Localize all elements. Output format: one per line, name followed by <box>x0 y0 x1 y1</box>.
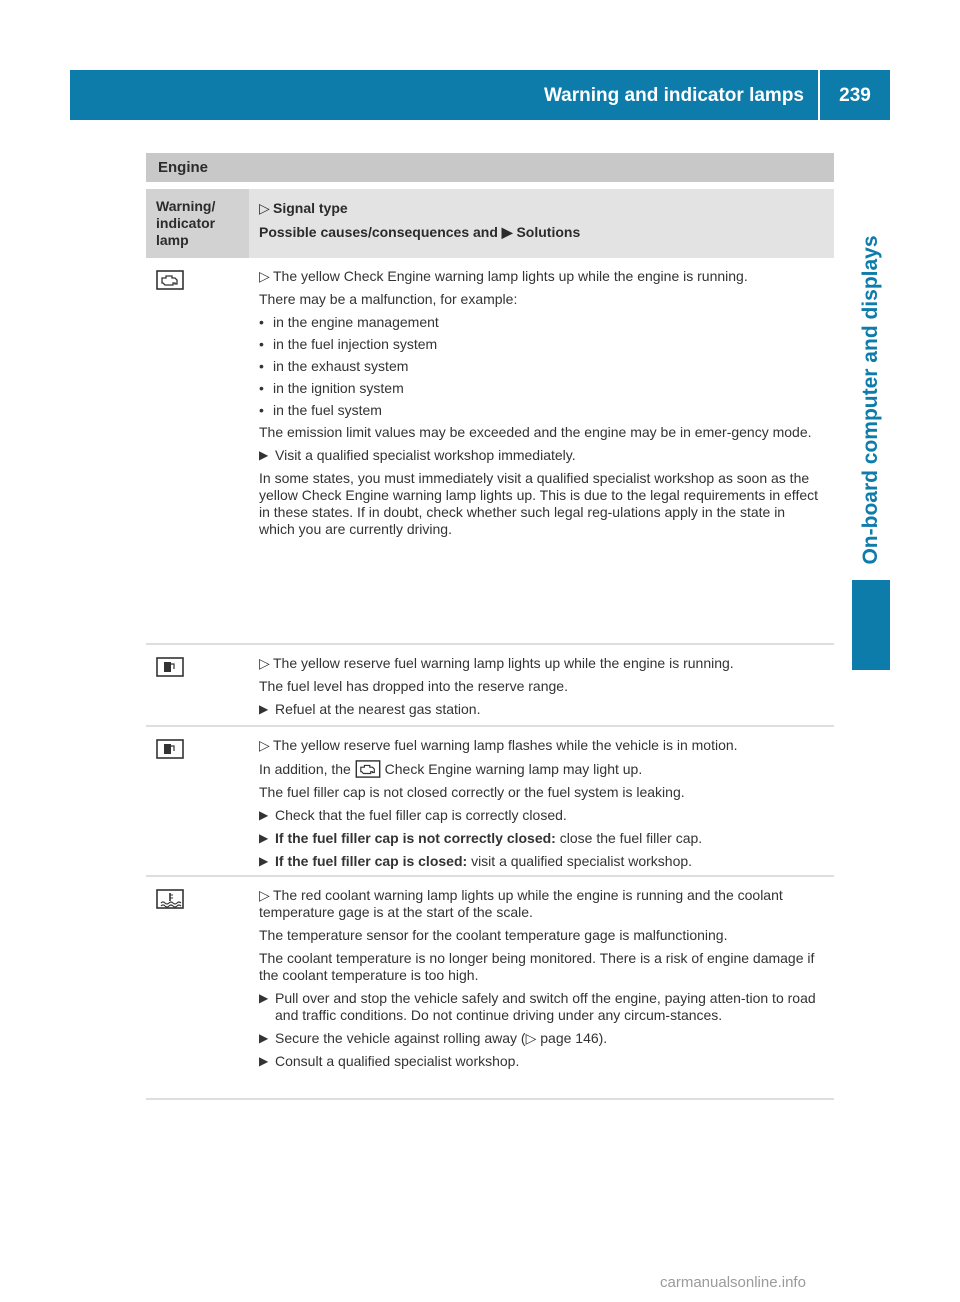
coolant-temperature-icon <box>156 889 184 909</box>
check-engine-icon <box>156 270 184 290</box>
table-row <box>146 645 834 727</box>
consequence-text: The fuel filler cap is not closed correctly or the fuel system is leaking. <box>259 784 685 800</box>
header-bar <box>70 70 890 120</box>
solution-step: ▶ Refuel at the nearest gas station. <box>259 701 481 717</box>
signal-icon: ▷ <box>259 268 270 284</box>
table-row <box>146 258 834 645</box>
list-item: • in the fuel system <box>259 402 382 418</box>
consequence-text: The coolant temperature is no longer being monitored. There is a risk of engine damage if the coolant temperature is too high. <box>259 950 815 983</box>
signal-text: The yellow reserve fuel warning lamp flashes while the vehicle is in motion. <box>273 737 738 753</box>
page-number: 239 <box>839 85 871 106</box>
solutions-label: Solutions <box>516 224 581 240</box>
solution-step: ▶ Visit a qualified specialist workshop immediately. <box>259 447 576 463</box>
action-arrow-icon: ▶ <box>259 1031 269 1045</box>
section-title: Engine <box>146 153 834 182</box>
list-item: • in the ignition system <box>259 380 404 396</box>
solution-step: ▶ Check that the fuel filler cap is correctly closed. <box>259 807 567 823</box>
signal-text: The yellow Check Engine warning lamp lights up while the engine is running. <box>273 268 748 284</box>
signal-icon: ▷ <box>259 655 270 671</box>
watermark: carmanualsonline.info <box>660 1274 806 1291</box>
column-header-details <box>249 189 834 258</box>
consequence-text: The temperature sensor for the coolant temperature gage is malfunctioning. <box>259 927 728 943</box>
list-item: • in the exhaust system <box>259 358 409 374</box>
table-header <box>146 189 834 258</box>
signal-text: The yellow reserve fuel warning lamp lights up while the engine is running. <box>273 655 734 671</box>
reserve-fuel-icon <box>156 657 184 677</box>
side-tab-marker <box>852 580 890 670</box>
table-row <box>146 877 834 1100</box>
solution-step: ▶ Secure the vehicle against rolling away (▷ page 146). <box>259 1030 608 1046</box>
action-arrow-icon: ▶ <box>259 854 269 868</box>
chapter-title: Warning and indicator lamps <box>544 70 820 120</box>
action-arrow-icon: ▶ <box>259 448 269 462</box>
signal-text: The red coolant warning lamp lights up while the engine is running and the coolant temperature gage is at the start of the scale. <box>259 887 783 920</box>
action-arrow-icon: ▶ <box>259 808 269 822</box>
note-text: In some states, you must immediately visit a qualified specialist workshop as soon as the yellow Check Engine warning lamp lights up. This is due to the legal requirements in effect in these states. If in doubt, check whether such legal reg-ulations apply in the state in which you are currently driving. <box>259 470 819 537</box>
action-arrow-icon: ▶ <box>259 831 269 845</box>
column-header-lamp: Warning/ indicator lamp <box>146 189 249 258</box>
side-tab-label: On-board computer and displays <box>859 235 882 565</box>
list-item: • in the engine management <box>259 314 439 330</box>
warning-lamp-table <box>146 189 834 1100</box>
table-row: ▷ The yellow reserve fuel warning lamp flashes while the vehicle is in motion. In addition, the Check Engine warning lamp may light up. The fuel filler cap is not closed correctly or the fuel system is leaking. ▶ Check that the fuel filler cap is correctly closed. ▶ If the fuel filler cap is not correctly closed: close the fuel filler cap. ▶ If the fuel filler cap is closed: visit a qualified specialist workshop. <box>146 727 834 877</box>
reserve-fuel-icon <box>156 739 184 759</box>
page-reference-link[interactable]: page 146). <box>540 1030 608 1046</box>
solution-step: ▶ If the fuel filler cap is not correctly closed: close the fuel filler cap. <box>259 830 703 846</box>
check-engine-icon <box>355 760 381 778</box>
solution-step: ▶ If the fuel filler cap is closed: visit a qualified specialist workshop. <box>259 853 693 869</box>
action-arrow-icon: ▶ <box>259 702 269 716</box>
signal-type-label: Signal type <box>273 200 348 216</box>
cause-intro: There may be a malfunction, for example: <box>259 291 518 307</box>
page-reference-icon: ▷ <box>525 1030 537 1046</box>
signal-icon: ▷ <box>259 887 270 903</box>
action-arrow-icon: ▶ <box>259 1054 269 1068</box>
signal-type-icon: ▷ <box>259 200 270 216</box>
action-arrow-icon: ▶ <box>259 991 269 1005</box>
signal-icon: ▷ <box>259 737 270 753</box>
causes-label: Possible causes/consequences and <box>259 224 498 240</box>
action-arrow-icon: ▶ <box>501 224 513 240</box>
consequence-text: The fuel level has dropped into the reserve range. <box>259 678 568 694</box>
consequence-text: The emission limit values may be exceeded and the engine may be in emer-gency mode. <box>259 424 812 440</box>
solution-step: ▶ Pull over and stop the vehicle safely and switch off the engine, paying atten-tion to road and traffic conditions. Do not continue driving under any circum-stances. <box>259 990 816 1023</box>
solution-step: ▶ Consult a qualified specialist workshop. <box>259 1053 520 1069</box>
list-item: • in the fuel injection system <box>259 336 438 352</box>
